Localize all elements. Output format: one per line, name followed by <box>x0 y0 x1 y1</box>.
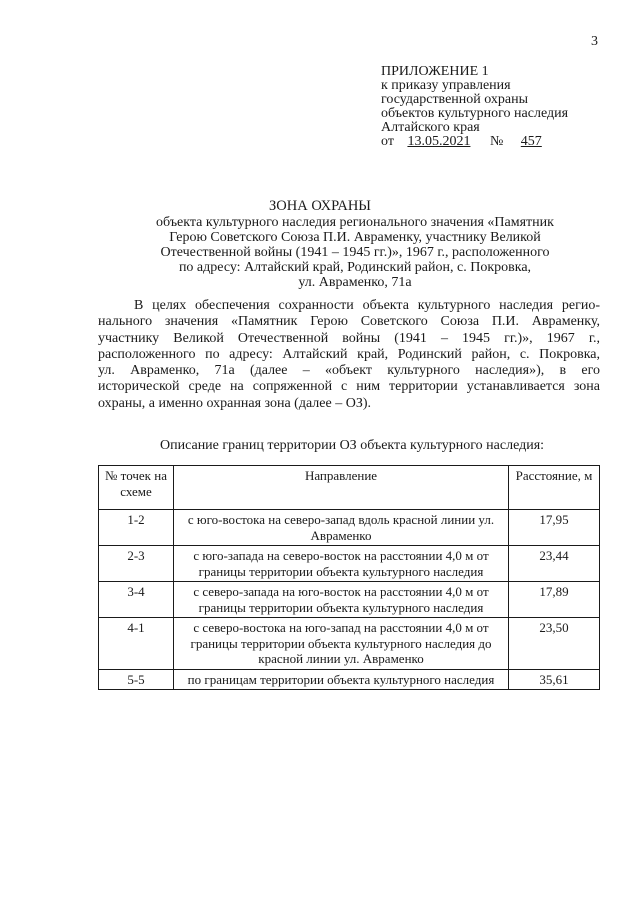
paragraph-line: В целях обеспечения сохранности объекта культурного наследия регио- <box>134 298 600 313</box>
cell-direction: по границам территории объекта культурного наследия <box>174 669 509 690</box>
table-row <box>99 618 600 670</box>
object-line: Отечественной войны (1941 – 1945 гг.)», 1967 г., расположенного <box>160 245 550 260</box>
table-row <box>99 669 600 690</box>
cell-distance: 23,50 <box>509 618 600 670</box>
boundaries-table <box>98 465 600 690</box>
col-header-direction: Направление <box>174 466 509 510</box>
cell-distance: 23,44 <box>509 546 600 582</box>
paragraph-line: нального значения «Памятник Герою Советского Союза П.И. Авраменку, <box>98 314 600 330</box>
page-number: 3 <box>591 34 598 49</box>
cell-distance: 35,61 <box>509 669 600 690</box>
cell-points: 5-5 <box>99 669 174 690</box>
appendix-title: ПРИЛОЖЕНИЕ 1 <box>381 64 489 79</box>
paragraph-line: участнику Великой Отечественной войны (1941 – 1945 гг.)», 1967 г., <box>98 330 600 346</box>
object-line: Герою Советского Союза П.И. Авраменку, участнику Великой <box>169 230 541 245</box>
paragraph-line: исторической среде на сопряженной с ним территории устанавливается зона <box>98 379 600 395</box>
cell-points: 2-3 <box>99 546 174 582</box>
table-row <box>99 510 600 546</box>
object-line: по адресу: Алтайский край, Родинский район, с. Покровка, <box>178 260 532 275</box>
order-date: 13.05.2021 <box>407 134 471 149</box>
date-prefix: от <box>381 134 394 149</box>
zone-title: ЗОНА ОХРАНЫ <box>269 198 371 214</box>
table-header-row <box>99 466 600 510</box>
cell-direction: с юго-востока на северо-запад вдоль красной линии ул. Авраменко <box>174 510 509 546</box>
cell-direction: с северо-востока на юго-запад на расстоянии 4,0 м от границы территории объекта культурного наследия до красной линии ул. Авраменко <box>174 618 509 670</box>
col-header-points: № точек на схеме <box>99 466 174 510</box>
body-paragraph <box>98 298 600 412</box>
table-row <box>99 546 600 582</box>
cell-direction: с юго-запада на северо-восток на расстоянии 4,0 м от границы территории объекта культурного наследия <box>174 546 509 582</box>
number-sign: № <box>489 134 504 149</box>
table-row <box>99 582 600 618</box>
appendix-block <box>381 65 568 149</box>
object-description <box>110 215 600 290</box>
appendix-line: объектов культурного наследия <box>381 106 569 121</box>
paragraph-line: охраны, а именно охранная зона (далее – ОЗ). <box>98 395 372 411</box>
col-header-distance: Расстояние, м <box>509 466 600 510</box>
cell-direction: с северо-запада на юго-восток на расстоянии 4,0 м от границы территории объекта культурного наследия <box>174 582 509 618</box>
appendix-date-line <box>381 135 568 149</box>
cell-points: 3-4 <box>99 582 174 618</box>
cell-distance: 17,89 <box>509 582 600 618</box>
appendix-line: государственной охраны <box>381 92 529 107</box>
appendix-line: к приказу управления <box>381 78 511 93</box>
paragraph-line: расположенного по адресу: Алтайский край, Родинский район, с. Покровка, <box>98 346 600 362</box>
cell-points: 1-2 <box>99 510 174 546</box>
table-caption: Описание границ территории ОЗ объекта культурного наследия: <box>160 438 545 453</box>
cell-points: 4-1 <box>99 618 174 670</box>
appendix-line: Алтайского края <box>381 120 480 135</box>
object-line: объекта культурного наследия регионального значения «Памятник <box>156 215 554 230</box>
order-number: 457 <box>520 134 542 149</box>
cell-distance: 17,95 <box>509 510 600 546</box>
paragraph-line: ул. Авраменко, 71а (далее – «объект культурного наследия»), в его <box>98 363 600 379</box>
object-line: ул. Авраменко, 71а <box>298 275 412 290</box>
